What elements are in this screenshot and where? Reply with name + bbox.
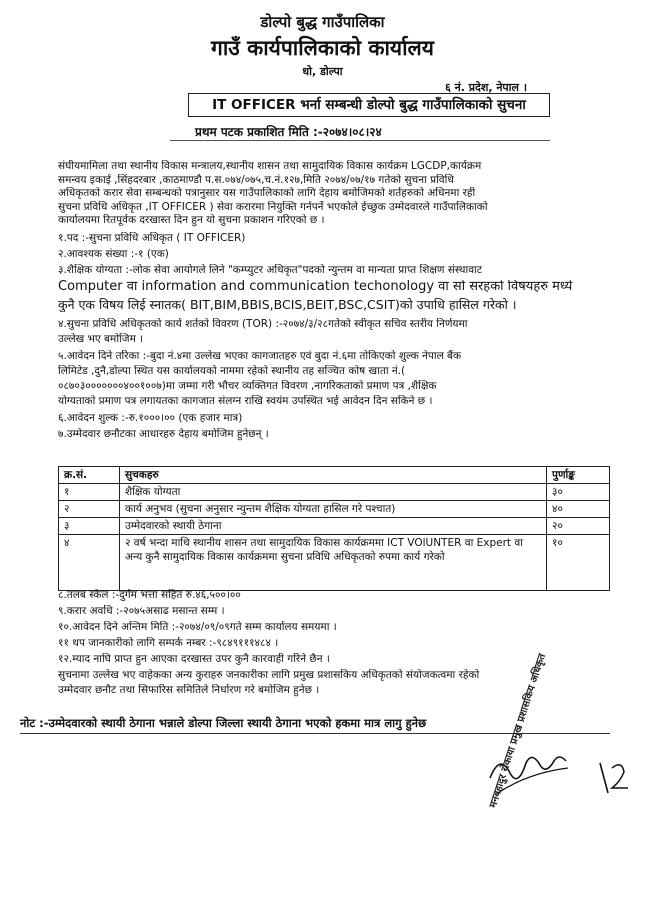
intro-line: समन्वय इकाई ,सिंहदरबार ,काठमाण्डौ प.स.०७४/०७५,च.नं.१२७,मिति २०७४/०७/१७ गतेको सुचना प्रविधि [58,173,454,186]
item-deadline: १०.आवेदन दिने अन्तिम मिति :-२०७४/०९/०९गते सम्म कार्यालय समयमा । [58,621,337,633]
item-apply-1: ५.आवेदन दिने तरिका :-बुदा नं.४मा उल्लेख भएका कागजातहरु एवं बुदा नं.६मा तोकिएको शुल्क नेपाल बैंक [58,350,462,362]
item-qualification-1: ३.शैक्षिक योग्यता :-लोक सेवा आयोगले लिने "कम्प्युटर अधिकृत"पदको न्युन्तम वा मान्यता प्राप्त शिक्षण संस्थावाट [58,264,483,276]
office-location: धो, डोल्पा [302,65,343,78]
cell-desc: २ वर्ष भन्दा माथि स्थानीय शासन तथा सामुदायिक विकास कार्यक्रममा ICT VOlUNTER वा Expert वा अन्य कुनै सामुदायिक विकास कार्यक्रममा सुचना प्रविधि अधिकृतको रुपमा कार्य गरेको [120,535,547,591]
province-line: ६ नं. प्रदेश, नेपाल । [445,81,527,94]
item-tor-1: ४.सुचना प्रविधि अधिकृतको कार्य शर्तको विवरण (TOR) :-२०७४/३/२८गतेको स्वीकृत सचिव स्तरीय निर्णयमा [58,318,468,330]
cell-points: ३० [547,484,610,501]
office-name: गाउँ कार्यपालिकाको कार्यालय [211,36,434,60]
intro-line: सुचना प्रविधि अधिकृत ,IT OFFICER ) सेवा करारमा नियुक्ति गर्नपर्ने भएकोले ईच्छुक उम्मेदवारले गाउँपालिकाको [58,200,488,213]
cell-points: ४० [547,501,610,518]
criteria-table [58,466,610,591]
divider [170,140,550,141]
item-apply-3: ०८७०३०००००००४००१००७)मा जम्मा गरी भौचर व्यक्तिगत विवरण ,नागरिकताको प्रमाण पत्र ,शैक्षिक [58,380,437,392]
published-date: प्रथम पटक प्रकाशित मिति :-२०७४।०८।२४ [195,125,382,139]
cell-desc: उम्मेदवारको स्थायी ठेगाना [120,518,547,535]
intro-line: संघीयमामिला तथा स्थानीय विकास मन्त्रालय,स्थानीय शासन तथा सामुदायिक विकास कार्यक्रम LGCDP,कार्यक्रम [58,160,482,172]
notice-title: IT OFFICER भर्ना सम्बन्धी डोल्पो बुद्ध गाउँपालिकाको सुचना [188,93,550,117]
intro-paragraph [58,160,610,228]
item-other-1: सुचनामा उल्लेख भए वाहेकका अन्य कुराहरु जनकारीका लागि प्रमुख प्रशासकिय अधिकृतको संयोजकत्वमा रहेको [58,669,480,681]
cell-sn: १ [59,484,120,501]
item-qualification-3: कुनै एक विषय लिई स्नातक( BIT,BIM,BBIS,BCIS,BEIT,BSC,CSIT)को उपाधि हासिल गरेको । [58,298,517,312]
item-contract-period: ९.करार अवधि :-२०७५असाढ मसान्त सम्म । [58,605,225,617]
note: नोट :-उम्मेदवारको स्थायी ठेगाना भन्नाले डोल्पा जिल्ला स्थायी ठेगाना भएको हकमा मात्र लागु हुनेछ [20,716,427,730]
cell-points: १० [547,535,610,591]
item-apply-2: लिमिटेड ,दुनै,डोल्पा स्थित यस कार्यालयको नाममा रहेको स्थानीय तह सञ्चित कोष खाता नं.( [58,365,406,377]
item-qualification-2: Computer वा information and communication techonology वा सो सरहको विषयहरु मध्ये [58,280,573,294]
cell-sn: २ [59,501,120,518]
col-header-indicators: सुचकहरु [120,467,547,484]
col-header-sn: क्र.सं. [59,467,120,484]
item-salary: ८.तलब स्केल :-दुर्गम भत्ता सहित रु.४६,५००।०० [58,589,241,601]
intro-line: अधिकृतको करार सेवा सम्बन्धको पत्रानुसार यस गाउँपालिकाको लागि देहाय बमोजिमको शर्तहरुको अधिनमा रही [58,187,476,199]
municipality-name: डोल्पो बुद्ध गाउँपालिका [260,13,385,31]
col-header-points: पुर्णाङ्क [547,467,610,484]
item-other-2: उम्मेदवार छनौट तथा सिफारिस समितिले निर्धारण गरे बमोजिम हुनेछ । [58,684,320,696]
item-apply-4: योग्यताको प्रमाण पत्र लगायतका कागजात संलग्न राखि स्वयंम उपस्थित भई आवेदन दिन सकिने छ । [58,395,433,407]
item-post: १.पद :-सुचना प्रविधि अधिकृत ( IT OFFICER) [58,232,246,244]
signatory-stamp: मनबहादुर रोकाया प्रमुख प्रशासकिय अधिकृत [487,652,549,810]
cell-points: २० [547,518,610,535]
item-count: २.आवश्यक संख्या :-१ (एक) [58,248,169,260]
cell-desc: शैक्षिक योग्यता [120,484,547,501]
table-row [59,484,610,501]
item-late-applications: १२.म्याद नाघि प्राप्त हुन आएका दरखास्त उपर कुनै कारवाही गरिने छैन । [58,653,330,665]
table-row [59,535,610,591]
cell-desc: कार्य अनुभव (सुचना अनुसार न्युन्तम शैक्षिक योग्यता हासिल गरे पश्चात) [120,501,547,518]
intro-line: कार्यालयमा रितपूर्वक दरखास्त दिन हुन यो सुचना प्रकाशन गरिएको छ । [58,214,325,226]
table-row [59,518,610,535]
item-fee: ६.आवेदन शुल्क :-रु.१०००।०० (एक हजार मात्र) [58,412,243,424]
item-criteria-intro: ७.उम्मेदवार छनौटका आधारहरु देहाय बमोजिम हुनेछन् । [58,428,269,440]
cell-sn: ४ [59,535,120,591]
cell-sn: ३ [59,518,120,535]
table-row [59,501,610,518]
item-tor-2: उल्लेख भए बमोजिम । [58,333,144,345]
item-contact: ११ थप जानकारीको लागि सम्पर्क नम्बर :-९८४९१११४८४ । [58,637,279,649]
table-header-row [59,467,610,484]
